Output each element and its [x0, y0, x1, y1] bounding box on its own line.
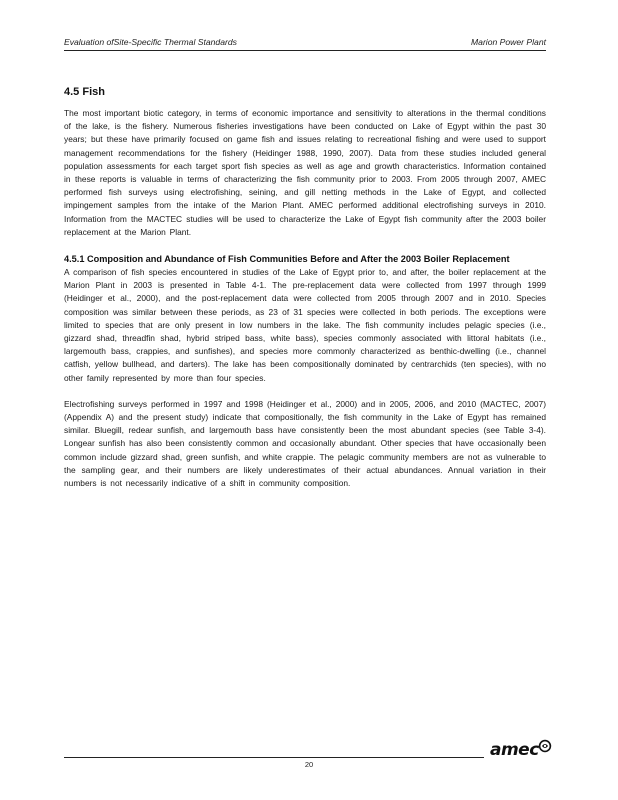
subsection-paragraph-1: A comparison of fish species encountered in studies of the Lake of Egypt prior to, and after, the boiler replacement at the Marion Plant in 2003 is presented in Table 4-1. The pre-replacement data were collected from 1997 through 1999 (Heidinger et al., 2000), and the post-replacement data were collected from 2005 through 2007 and in 2010. Species composition was similar between these periods, as 23 of 31 species were collected in both periods. The exceptions were limited to species that are only present in low numbers in the lake. The fish community includes pelagic species (i.e., gizzard shad, threadfin shad, hybrid striped bass, white bass), species commonly associated with littoral habitats (i.e., largemouth bass, crappies, and sunfishes), and species more commonly characterized as benthic-dwelling (i.e., channel catfish, yellow bullhead, and darters). The lake has been compositionally dominated by centrarchids (ten species), with no other family represented by more than four species.	[64, 267, 546, 383]
page-number: 20	[304, 760, 314, 769]
header-plant-name: Marion Power Plant	[471, 37, 546, 47]
amec-logo-word: amec	[490, 740, 539, 760]
subsection-heading: 4.5.1 Composition and Abundance of Fish Communities Before and After the 2003 Boiler Replacement	[64, 254, 510, 265]
header-rule	[64, 50, 546, 51]
document-body	[64, 86, 546, 490]
section-paragraph: The most important biotic category, in terms of economic importance and sensitivity to alterations in the thermal conditions of the lake, is the fishery. Numerous fisheries investigations have been conducted on Lake of Egypt within the past 30 years; but these have primarily focused on game fish and issues relating to recreational fishing and were used to support management recommendations for the fishery (Heidinger 1988, 1990, 2007). Data from these studies included general population assessments for each target sport fish species as well as age and growth characteristics. Information contained in these reports is valuable in terms of characterizing the fish community prior to 2003. From 2005 through 2007, AMEC performed fish surveys using electrofishing, seining, and gill netting methods in the Lake of Egypt, and collected impingement samples from the intake of the Marion Plant. AMEC performed additional electrofishing surveys in 2010. Information from the MACTEC studies will be used to characterize the Lake of Egypt fish community after the 2003 boiler replacement at the Marion Plant.	[64, 108, 546, 237]
page-header	[64, 37, 546, 51]
footer-rule	[64, 757, 484, 758]
amec-swirl-icon	[538, 739, 552, 753]
header-document-title: Evaluation ofSite-Specific Thermal Standards	[64, 37, 237, 47]
subsection-paragraph-2: Electrofishing surveys performed in 1997 and 1998 (Heidinger et al., 2000) and in 2005, 2006, and 2010 (MACTEC, 2007) (Appendix A) and the present study) indicate that compositionally, the fish community in the Lake of Egypt has remained similar. Bluegill, redear sunfish, and largemouth bass have consistently been the most abundant species (see Table 3-4). Longear sunfish has also been consistently common and occasionally abundant. Other species that have occasionally been common include gizzard shad, green sunfish, and white crappie. The pelagic community members are not as vulnerable to the sampling gear, and their numbers are likely underestimates of their actual abundances. Annual variation in their numbers is not necessarily indicative of a shift in community composition.	[64, 398, 546, 489]
amec-logo	[490, 738, 552, 764]
section-heading: 4.5 Fish	[64, 86, 105, 98]
